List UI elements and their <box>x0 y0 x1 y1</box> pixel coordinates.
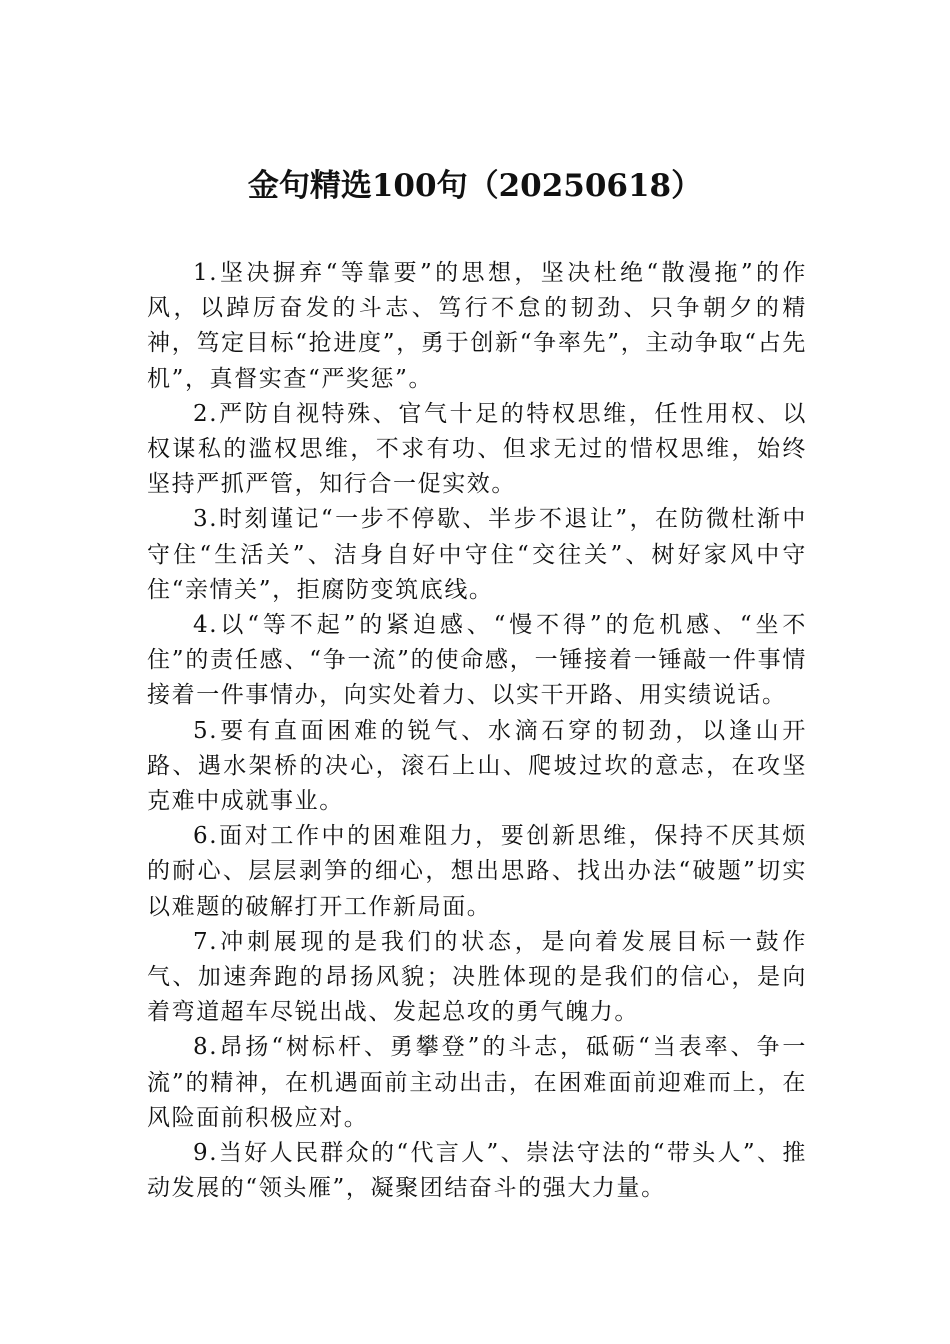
paragraph-8: 8.昂扬“树标杆、勇攀登”的斗志，砥砺“当表率、争一流”的精神，在机遇面前主动出击，在困难面前迎难而上，在风险面前积极应对。 <box>147 1034 807 1131</box>
paragraph-4: 4.以“等不起”的紧迫感、“慢不得”的危机感、“坐不住”的责任感、“争一流”的使命感，一锤接着一锤敲一件事情接着一件事情办，向实处着力、以实干开路、用实绩说话。 <box>147 612 807 709</box>
paragraph-2: 2.严防自视特殊、官气十足的特权思维，任性用权、以权谋私的滥权思维，不求有功、但求无过的惜权思维，始终坚持严抓严管，知行合一促实效。 <box>147 400 807 498</box>
document-body <box>147 256 807 1206</box>
paragraph-5: 5.要有直面困难的锐气、水滴石穿的韧劲，以逢山开路、遇水架桥的决心，滚石上山、爬坡过坎的意志，在攻坚克难中成就事业。 <box>147 717 807 815</box>
document-title: 金句精选100句（20250618） <box>247 168 703 204</box>
paragraph-1: 1.坚决摒弃“等靠要”的思想，坚决杜绝“散漫拖”的作风，以踔厉奋发的斗志、笃行不怠的韧劲、只争朝夕的精神，笃定目标“抢进度”，勇于创新“争率先”，主动争取“占先机”，真督实查“严奖惩”。 <box>147 260 807 392</box>
paragraph-9: 9.当好人民群众的“代言人”、崇法守法的“带头人”、推动发展的“领头雁”，凝聚团结奋斗的强大力量。 <box>147 1140 807 1202</box>
paragraph-7: 7.冲刺展现的是我们的状态，是向着发展目标一鼓作气、加速奔跑的昂扬风貌；决胜体现的是我们的信心，是向着弯道超车尽锐出战、发起总攻的勇气魄力。 <box>147 928 807 1026</box>
paragraph-6: 6.面对工作中的困难阻力，要创新思维，保持不厌其烦的耐心、层层剥笋的细心，想出思路、找出办法“破题”切实以难题的破解打开工作新局面。 <box>147 823 807 920</box>
paragraph-3: 3.时刻谨记“一步不停歇、半步不退让”，在防微杜渐中守住“生活关”、洁身自好中守住“交往关”、树好家风中守住“亲情关”，拒腐防变筑底线。 <box>147 506 807 603</box>
